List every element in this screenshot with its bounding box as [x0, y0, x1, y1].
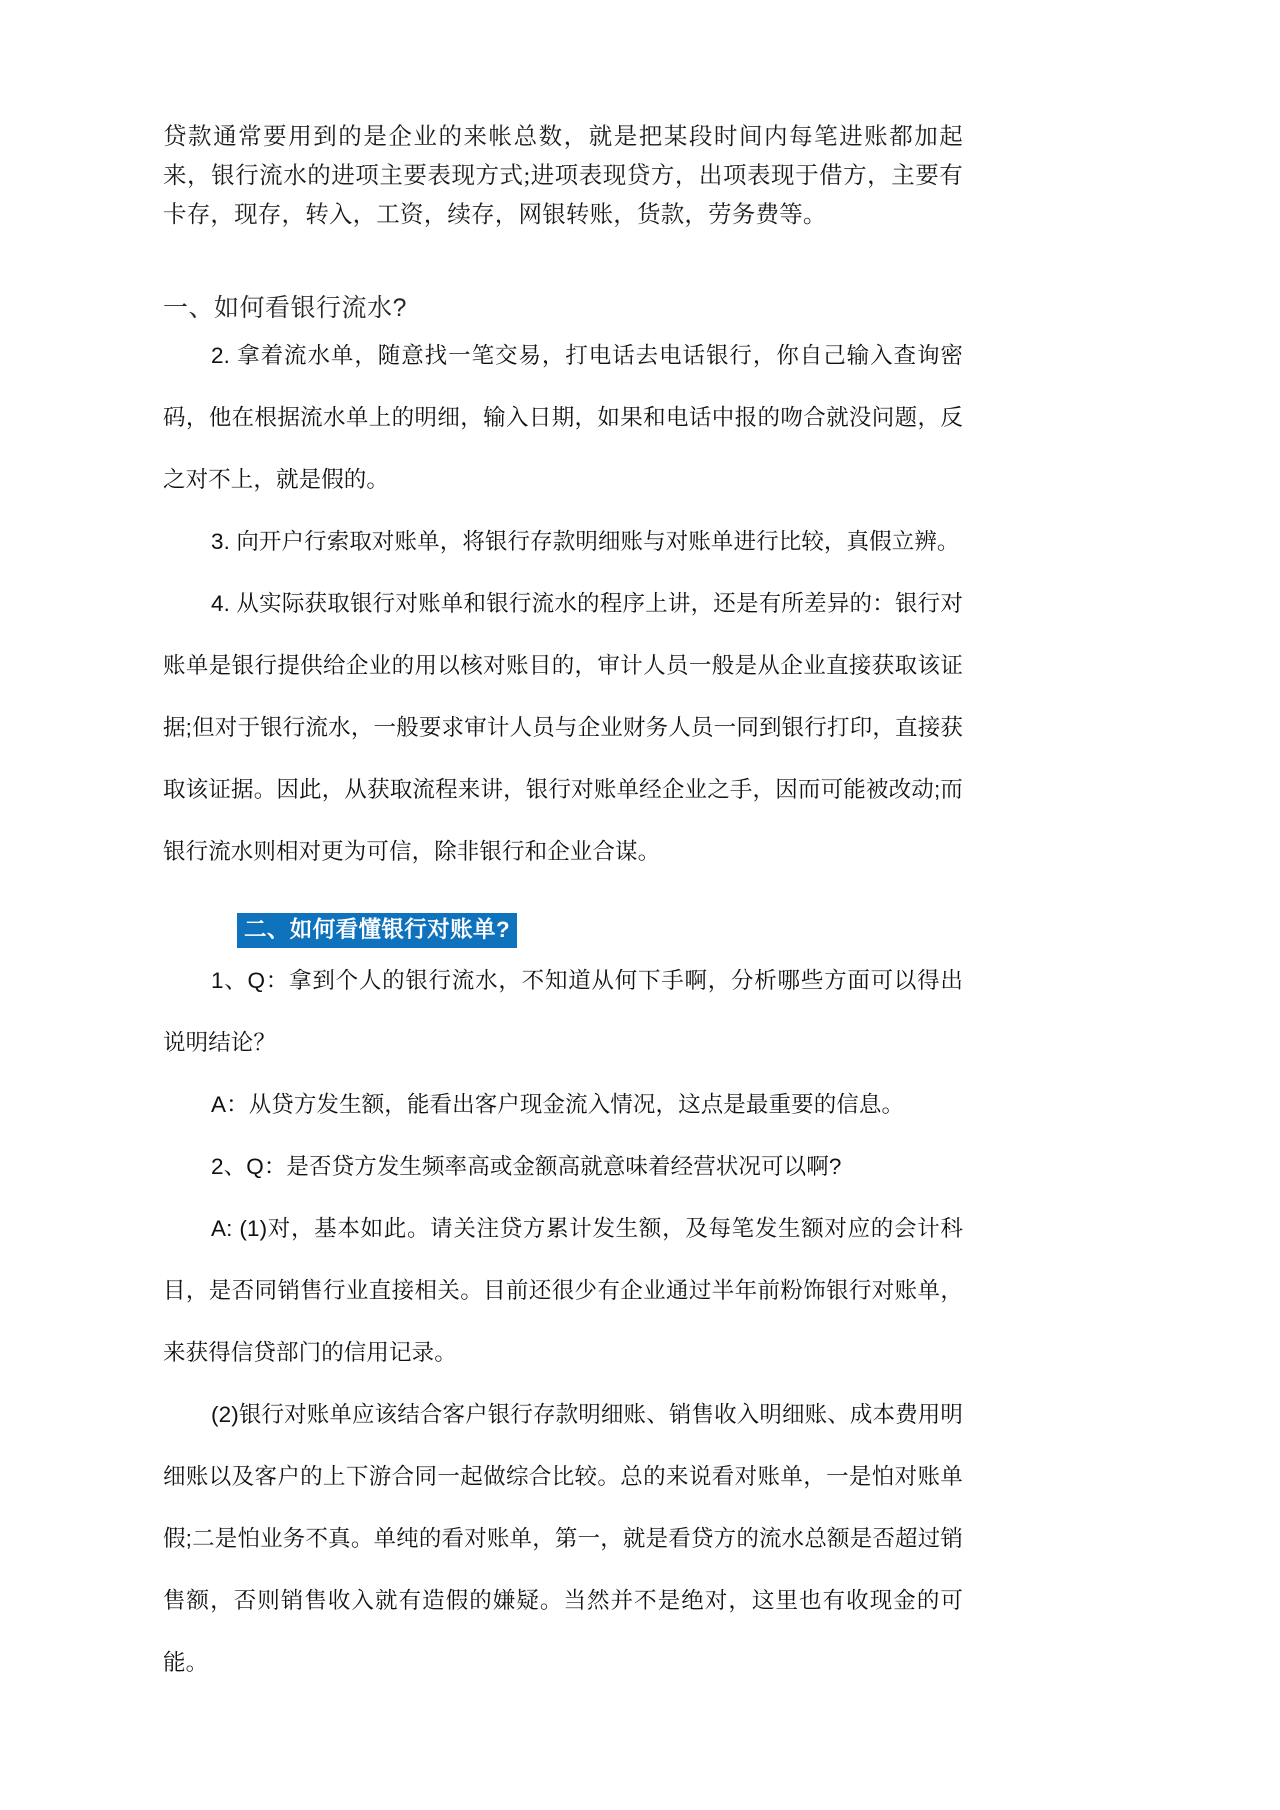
qa-question-2: 2、Q：是否贷方发生频率高或金额高就意味着经营状况可以啊? [211, 1154, 842, 1179]
list-item-4: 4. 从实际获取银行对账单和银行流水的程序上讲，还是有所差异的：银行对账单是银行提供给企业的用以核对账目的，审计人员一般是从企业直接获取该证据;但对于银行流水，一般要求审计人员与企业财务人员一同到银行打印，直接获取该证据。因此，从获取流程来讲，银行对账单经企业之手，因而可能被改动;而银行流水则相对更为可信，除非银行和企业合谋。 [163, 591, 963, 864]
section-heading-two-container [163, 913, 1120, 950]
closing-paragraph: (2)银行对账单应该结合客户银行存款明细账、销售收入明细账、成本费用明细账以及客户的上下游合同一起做综合比较。总的来说看对账单，一是怕对账单假;二是怕业务不真。单纯的看对账单，第一，就是看贷方的流水总额是否超过销售额，否则销售收入就有造假的嫌疑。当然并不是绝对，这里也有收现金的可能。 [163, 1402, 963, 1675]
qa-answer-1: A：从贷方发生额，能看出客户现金流入情况，这点是最重要的信息。 [211, 1092, 905, 1117]
intro-paragraph: 贷款通常要用到的是企业的来帐总数，就是把某段时间内每笔进账都加起来，银行流水的进项主要表现方式;进项表现贷方，出项表现于借方，主要有卡存，现存，转入，工资，续存，网银转账，货款，劳务费等。 [163, 124, 963, 228]
qa-question-1: 1、Q：拿到个人的银行流水，不知道从何下手啊，分析哪些方面可以得出说明结论？ [163, 968, 963, 1055]
list-item-3: 3. 向开户行索取对账单，将银行存款明细账与对账单进行比较，真假立辨。 [211, 529, 960, 554]
qa-answer-2: A: (1)对，基本如此。请关注贷方累计发生额，及每笔发生额对应的会计科目，是否同销售行业直接相关。目前还很少有企业通过半年前粉饰银行对账单，来获得信贷部门的信用记录。 [163, 1216, 963, 1365]
list-item-2: 2. 拿着流水单，随意找一笔交易，打电话去电话银行，你自己输入查询密码，他在根据流水单上的明细，输入日期，如果和电话中报的吻合就没问题，反之对不上，就是假的。 [163, 343, 963, 492]
section-heading-two: 二、如何看懂银行对账单? [237, 913, 517, 948]
section-heading-one: 一、如何看银行流水? [163, 294, 407, 322]
